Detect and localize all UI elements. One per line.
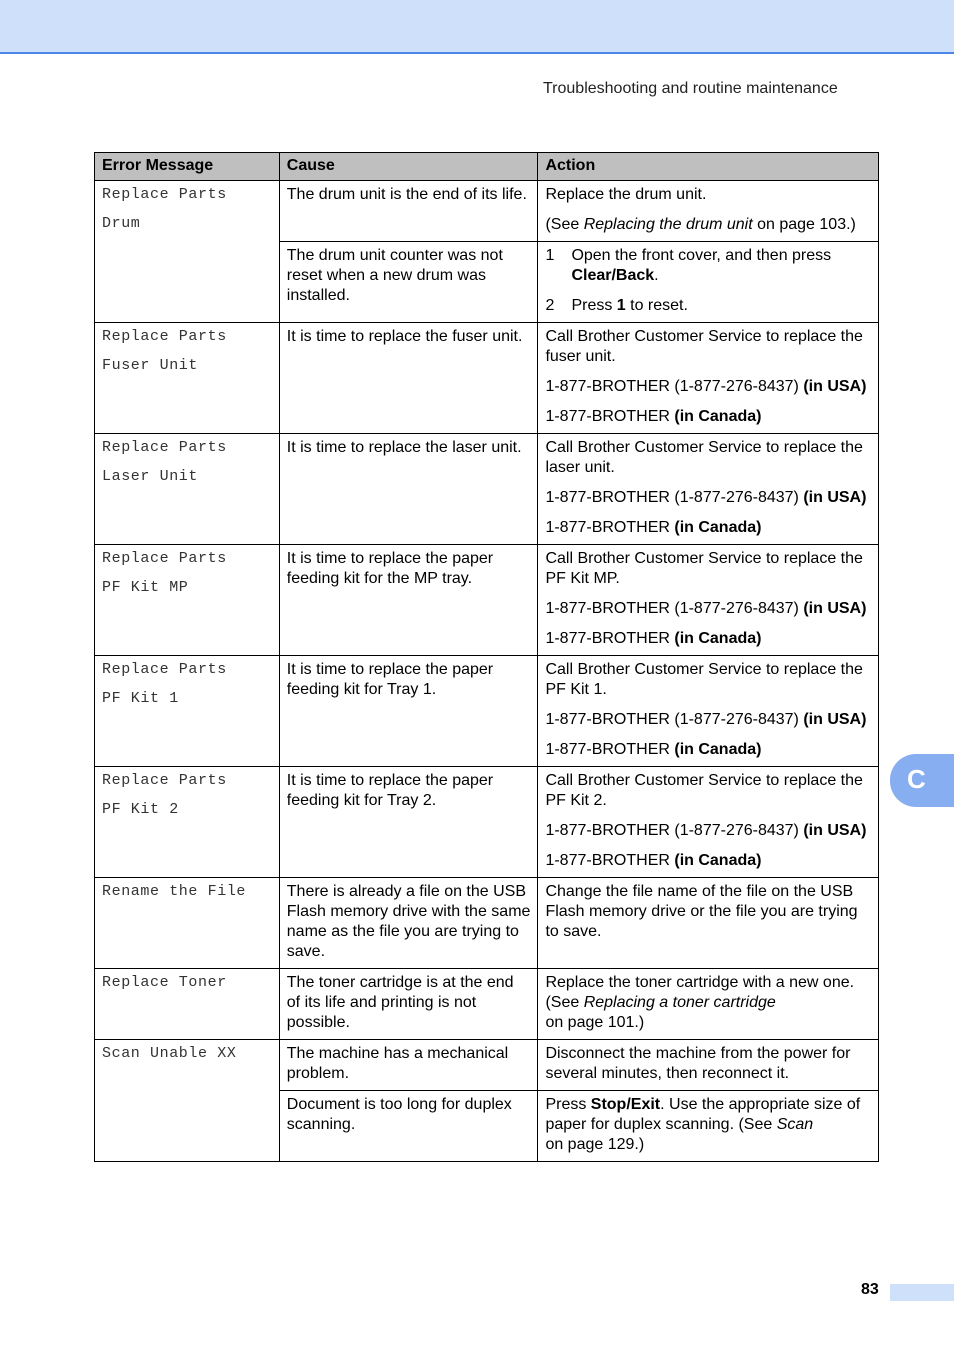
cause-cell: It is time to replace the laser unit. xyxy=(279,434,538,545)
error-message-cell xyxy=(95,878,280,969)
cause-cell: It is time to replace the paper feeding kit for Tray 2. xyxy=(279,767,538,878)
action-text: Call Brother Customer Service to replace the PF Kit 2. xyxy=(545,772,863,809)
cause-cell: Document is too long for duplex scanning. xyxy=(279,1091,538,1162)
error-message-text: PF Kit 1 xyxy=(102,690,179,707)
table-row xyxy=(95,969,879,1040)
appendix-tab xyxy=(890,754,954,807)
error-message-cell xyxy=(95,1040,280,1162)
action-text: Call Brother Customer Service to replace the laser unit. xyxy=(545,439,863,476)
step-text: Open the front cover, and then press Clear/Back. xyxy=(571,247,832,284)
error-message-cell xyxy=(95,656,280,767)
appendix-tab-label: C xyxy=(907,764,926,794)
cause-cell: The drum unit is the end of its life. xyxy=(279,181,538,242)
action-text: 1-877-BROTHER (in Canada) xyxy=(545,741,762,758)
action-cell xyxy=(538,878,879,969)
action-step xyxy=(545,296,871,316)
action-text: 1-877-BROTHER (1-877-276-8437) (in USA) xyxy=(545,378,867,395)
action-text: Press Stop/Exit. Use the appropriate size of paper for duplex scanning. (See Scan on page 129.) xyxy=(545,1096,861,1153)
action-step xyxy=(545,246,871,286)
action-text: 1-877-BROTHER (in Canada) xyxy=(545,630,762,647)
error-message-text: Rename the File xyxy=(102,883,247,900)
table-row xyxy=(95,1040,879,1091)
page-number: 83 xyxy=(861,1281,879,1298)
footer-bar xyxy=(890,1284,954,1301)
running-header: Troubleshooting and routine maintenance xyxy=(543,80,838,97)
action-text: 1-877-BROTHER (in Canada) xyxy=(545,519,762,536)
error-message-cell xyxy=(95,545,280,656)
error-message-table xyxy=(94,152,879,1162)
error-message-cell xyxy=(95,767,280,878)
table-row xyxy=(95,181,879,242)
action-cell xyxy=(538,1091,879,1162)
action-cell xyxy=(538,242,879,323)
action-cell xyxy=(538,323,879,434)
cause-cell: It is time to replace the paper feeding kit for the MP tray. xyxy=(279,545,538,656)
error-message-text: Replace Parts xyxy=(102,550,227,567)
error-message-cell xyxy=(95,434,280,545)
table-row xyxy=(95,878,879,969)
cause-cell: The machine has a mechanical problem. xyxy=(279,1040,538,1091)
error-message-text: Replace Toner xyxy=(102,974,227,991)
column-header-action: Action xyxy=(538,153,879,181)
column-header-error-message: Error Message xyxy=(95,153,280,181)
column-header-cause: Cause xyxy=(279,153,538,181)
action-text: 1-877-BROTHER (1-877-276-8437) (in USA) xyxy=(545,489,867,506)
action-text: Disconnect the machine from the power for several minutes, then reconnect it. xyxy=(545,1045,851,1082)
step-text: Press 1 to reset. xyxy=(571,297,688,314)
cause-cell: There is already a file on the USB Flash memory drive with the same name as the file you are trying to save. xyxy=(279,878,538,969)
action-text: 1-877-BROTHER (in Canada) xyxy=(545,852,762,869)
error-message-text: Drum xyxy=(102,215,141,232)
cause-cell: The toner cartridge is at the end of its life and printing is not possible. xyxy=(279,969,538,1040)
error-message-text: Scan Unable XX xyxy=(102,1045,237,1062)
table-row xyxy=(95,656,879,767)
step-number: 1 xyxy=(545,247,555,264)
action-text: Replace the toner cartridge with a new one. (See Replacing a toner cartridge on page 101.) xyxy=(545,974,855,1031)
error-message-text: Laser Unit xyxy=(102,468,199,485)
cause-cell: The drum unit counter was not reset when a new drum was installed. xyxy=(279,242,538,323)
table-row xyxy=(95,545,879,656)
action-text: Replace the drum unit. xyxy=(545,186,707,203)
error-message-text: Replace Parts xyxy=(102,439,227,456)
action-text: Change the file name of the file on the USB Flash memory drive or the file you are trying to save. xyxy=(545,883,858,940)
action-text: 1-877-BROTHER (1-877-276-8437) (in USA) xyxy=(545,600,867,617)
action-cell xyxy=(538,545,879,656)
table-body xyxy=(95,181,879,1162)
error-message-cell xyxy=(95,181,280,323)
action-text: (See Replacing the drum unit on page 103.) xyxy=(545,216,856,233)
step-number: 2 xyxy=(545,297,555,314)
action-cell xyxy=(538,434,879,545)
error-message-text: Fuser Unit xyxy=(102,357,199,374)
action-text: Call Brother Customer Service to replace the PF Kit 1. xyxy=(545,661,863,698)
action-cell xyxy=(538,969,879,1040)
action-cell xyxy=(538,181,879,242)
table-row xyxy=(95,767,879,878)
table-header-row xyxy=(95,153,879,181)
error-message-text: PF Kit MP xyxy=(102,579,189,596)
action-cell xyxy=(538,1040,879,1091)
action-cell xyxy=(538,767,879,878)
header-band xyxy=(0,0,954,54)
action-text: 1-877-BROTHER (in Canada) xyxy=(545,408,762,425)
error-message-text: Replace Parts xyxy=(102,328,227,345)
action-text: 1-877-BROTHER (1-877-276-8437) (in USA) xyxy=(545,822,867,839)
action-text: 1-877-BROTHER (1-877-276-8437) (in USA) xyxy=(545,711,867,728)
error-message-cell xyxy=(95,323,280,434)
cause-cell: It is time to replace the fuser unit. xyxy=(279,323,538,434)
table-row xyxy=(95,434,879,545)
error-message-text: Replace Parts xyxy=(102,186,227,203)
error-message-text: Replace Parts xyxy=(102,661,227,678)
error-message-cell xyxy=(95,969,280,1040)
table-row xyxy=(95,323,879,434)
error-message-text: Replace Parts xyxy=(102,772,227,789)
cause-cell: It is time to replace the paper feeding kit for Tray 1. xyxy=(279,656,538,767)
action-text: Call Brother Customer Service to replace the PF Kit MP. xyxy=(545,550,863,587)
action-text: Call Brother Customer Service to replace the fuser unit. xyxy=(545,328,863,365)
action-cell xyxy=(538,656,879,767)
error-message-text: PF Kit 2 xyxy=(102,801,179,818)
